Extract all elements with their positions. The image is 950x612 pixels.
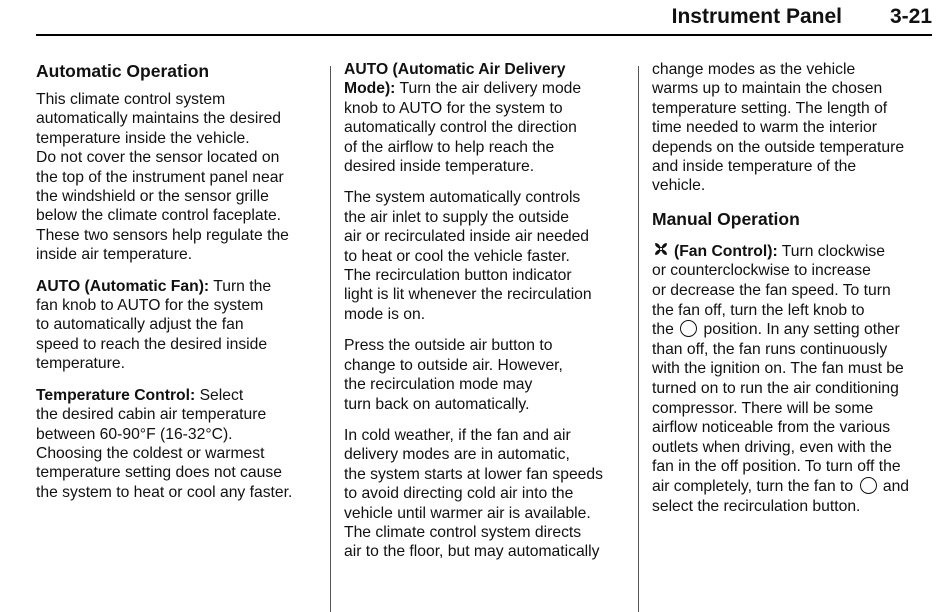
- text-line: the: [652, 321, 674, 339]
- text-line: delivery modes are in automatic,: [344, 446, 570, 464]
- paragraph: [344, 188, 628, 324]
- column-divider: [330, 66, 331, 612]
- section-heading: Automatic Operation: [36, 61, 210, 81]
- paragraph: [344, 426, 628, 562]
- text-line: to avoid directing cold air into the: [344, 485, 574, 503]
- paragraph-lead: AUTO (Automatic Fan):: [36, 277, 210, 295]
- text-line: speed to reach the desired inside: [36, 335, 268, 353]
- text-line: the top of the instrument panel near: [36, 168, 284, 186]
- text-line: Select: [195, 386, 244, 404]
- text-line: These two sensors help regulate the: [36, 226, 289, 244]
- column-3: [652, 60, 934, 528]
- text-line: depends on the outside temperature: [652, 138, 905, 156]
- text-line: Turn clockwise: [777, 242, 885, 260]
- paragraph: [344, 336, 628, 414]
- text-line: change modes as the vehicle: [652, 61, 856, 78]
- page-header: [36, 0, 932, 36]
- text-line: and: [878, 477, 910, 495]
- text-line: light is lit whenever the recirculation: [344, 286, 592, 304]
- text-line: the desired cabin air temperature: [36, 406, 267, 424]
- text-line: change to outside air. However,: [344, 356, 563, 374]
- text-line: Choosing the coldest or warmest: [36, 444, 265, 462]
- paragraph-lead: Temperature Control:: [36, 386, 196, 404]
- text-line: This climate control system: [36, 91, 226, 108]
- text-line: Do not cover the sensor located on: [36, 149, 280, 167]
- text-line: knob to AUTO for the system to: [344, 99, 563, 117]
- page-title: Instrument Panel: [671, 5, 842, 28]
- column-1: [36, 60, 318, 514]
- text-line: compressor. There will be some: [652, 399, 874, 417]
- text-line: or decrease the fan speed. To turn: [652, 282, 891, 300]
- text-line: air completely, turn the fan to: [652, 477, 854, 495]
- text-line: temperature setting. The length of: [652, 99, 888, 117]
- text-line: and inside temperature of the: [652, 158, 857, 176]
- text-line: the windshield or the sensor grille: [36, 188, 269, 206]
- paragraph: [36, 386, 318, 502]
- paragraph: [36, 90, 318, 265]
- column-2: [344, 60, 628, 574]
- text-line: the fan off, turn the left knob to: [652, 301, 865, 319]
- text-line: position. In any setting other: [699, 321, 900, 339]
- text-line: air to the floor, but may automatically: [344, 543, 600, 561]
- text-line: desired inside temperature.: [344, 158, 535, 176]
- text-line: Turn the air delivery mode: [395, 80, 582, 98]
- text-line: the recirculation mode may: [344, 376, 533, 394]
- text-line: than off, the fan runs continuously: [652, 340, 888, 358]
- text-line: the air inlet to supply the outside: [344, 208, 569, 226]
- text-line: to automatically adjust the fan: [36, 316, 244, 334]
- text-line: inside air temperature.: [36, 246, 193, 264]
- paragraph: [652, 240, 934, 516]
- paragraph-lead: Mode):: [344, 80, 396, 98]
- text-line: temperature inside the vehicle.: [36, 129, 250, 147]
- text-line: the system starts at lower fan speeds: [344, 465, 603, 483]
- text-line: air or recirculated inside air needed: [344, 228, 590, 246]
- circle-off-icon: [680, 320, 697, 337]
- text-line: mode is on.: [344, 305, 426, 323]
- text-line: between 60-90°F (16-32°C).: [36, 425, 233, 443]
- text-line: Turn the: [209, 277, 272, 295]
- paragraph: [652, 60, 934, 196]
- text-line: automatically maintains the desired: [36, 110, 282, 128]
- text-line: Press the outside air button to: [344, 337, 553, 355]
- text-line: The system automatically controls: [344, 189, 581, 207]
- page-number: 3-21: [889, 5, 932, 28]
- text-line: airflow noticeable from the various: [652, 419, 891, 437]
- text-line: of the airflow to help reach the: [344, 138, 555, 156]
- circle-off-icon: [860, 477, 877, 494]
- text-line: select the recirculation button.: [652, 497, 861, 515]
- column-divider: [638, 66, 639, 612]
- text-line: to heat or cool the vehicle faster.: [344, 247, 570, 265]
- text-line: below the climate control faceplate.: [36, 207, 282, 225]
- text-line: turn back on automatically.: [344, 395, 530, 413]
- text-line: time needed to warm the interior: [652, 119, 877, 137]
- text-line: warms up to maintain the chosen: [652, 80, 883, 98]
- text-line: temperature.: [36, 355, 125, 373]
- text-line: The recirculation button indicator: [344, 267, 572, 285]
- text-line: vehicle.: [652, 177, 706, 195]
- text-line: the system to heat or cool any faster.: [36, 483, 293, 501]
- paragraph: [36, 277, 318, 374]
- text-line: with the ignition on. The fan must be: [652, 360, 904, 378]
- text-line: The climate control system directs: [344, 523, 582, 541]
- paragraph-lead: AUTO (Automatic Air Delivery: [344, 61, 566, 78]
- text-line: temperature setting does not cause: [36, 464, 282, 482]
- text-line: automatically control the direction: [344, 119, 577, 137]
- fan-icon: [652, 240, 670, 258]
- paragraph-lead: (Fan Control):: [674, 242, 778, 260]
- paragraph: [344, 60, 628, 176]
- text-line: vehicle until warmer air is available.: [344, 504, 591, 522]
- text-line: fan knob to AUTO for the system: [36, 297, 264, 315]
- text-line: or counterclockwise to increase: [652, 262, 871, 280]
- text-line: outlets when driving, even with the: [652, 438, 892, 456]
- text-line: In cold weather, if the fan and air: [344, 426, 571, 444]
- section-heading: Manual Operation: [652, 208, 800, 229]
- text-line: turned on to run the air conditioning: [652, 380, 899, 397]
- text-line: fan in the off position. To turn off the: [652, 458, 901, 476]
